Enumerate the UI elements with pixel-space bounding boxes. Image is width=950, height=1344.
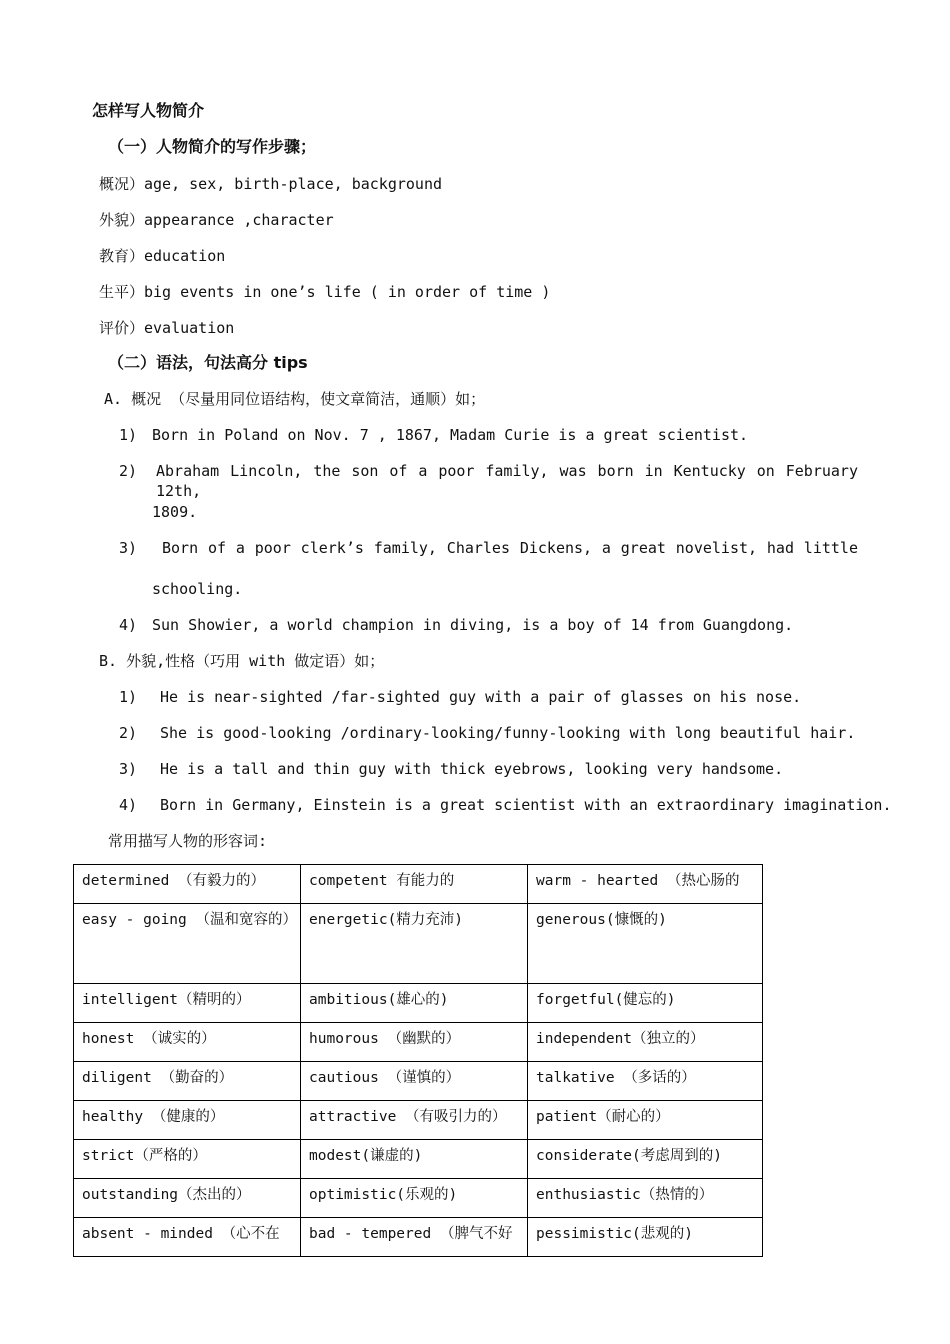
table-cell bbox=[528, 904, 763, 984]
adjectives-heading: 常用描写人物的形容词: bbox=[108, 832, 268, 850]
table-cell bbox=[528, 1140, 763, 1179]
table-cell bbox=[528, 865, 763, 904]
partB-item-1: He is near-sighted /far-sighted guy with a pair of glasses on his nose. bbox=[160, 688, 802, 706]
table-row bbox=[74, 1140, 763, 1179]
partB-item-3-num: 3) bbox=[119, 760, 138, 778]
cell-text: determined （有毅力的） bbox=[82, 873, 266, 889]
cell-text: optimistic(乐观的) bbox=[309, 1187, 458, 1203]
table-cell bbox=[528, 1179, 763, 1218]
cell-text: strict（严格的） bbox=[82, 1148, 207, 1164]
table-cell bbox=[301, 904, 528, 984]
cell-text: intelligent（精明的） bbox=[82, 992, 251, 1008]
cell-text: talkative （多话的） bbox=[536, 1070, 696, 1086]
table-row bbox=[74, 865, 763, 904]
table-cell bbox=[301, 1179, 528, 1218]
table-row bbox=[74, 1179, 763, 1218]
partB-item-2-num: 2) bbox=[119, 724, 138, 742]
partB-item-4: Born in Germany, Einstein is a great scientist with an extraordinary imagination. bbox=[160, 796, 892, 814]
cell-text: diligent （勤奋的） bbox=[82, 1070, 234, 1086]
table-cell bbox=[528, 1023, 763, 1062]
table-row bbox=[74, 904, 763, 984]
cell-text: honest （诚实的） bbox=[82, 1031, 216, 1047]
section2-heading: （二）语法，句法高分 tips bbox=[108, 353, 308, 372]
step-life-events: 生平）big events in one’s life ( in order of time ) bbox=[99, 283, 551, 301]
cell-text: modest(谦虚的) bbox=[309, 1148, 423, 1164]
table-cell bbox=[528, 1062, 763, 1101]
table-row bbox=[74, 1101, 763, 1140]
table-cell bbox=[74, 984, 301, 1023]
step-education: 教育）education bbox=[99, 247, 226, 265]
table-cell bbox=[528, 984, 763, 1023]
table-cell bbox=[301, 984, 528, 1023]
step-appearance: 外貌）appearance ,character bbox=[99, 211, 334, 229]
cell-text: attractive （有吸引力的） bbox=[309, 1109, 507, 1125]
table-cell bbox=[74, 1140, 301, 1179]
partA-item-3-cont: schooling. bbox=[152, 580, 243, 598]
partB-item-2: She is good-looking /ordinary-looking/funny-looking with long beautiful hair. bbox=[160, 724, 856, 742]
partA-item-2-num: 2) bbox=[119, 462, 138, 480]
cell-text: competent 有能力的 bbox=[309, 873, 455, 889]
cell-text: pessimistic(悲观的) bbox=[536, 1226, 693, 1242]
partA-item-1: Born in Poland on Nov. 7 , 1867, Madam Curie is a great scientist. bbox=[152, 426, 749, 444]
step-evaluation: 评价）evaluation bbox=[99, 319, 235, 337]
table-cell bbox=[301, 865, 528, 904]
partA-item-2: Abraham Lincoln, the son of a poor family, was born in Kentucky on February 12th, bbox=[156, 462, 858, 500]
table-cell bbox=[301, 1023, 528, 1062]
table-cell bbox=[74, 1023, 301, 1062]
partB-heading: B. 外貌,性格（巧用 with 做定语）如； bbox=[99, 652, 385, 670]
partA-item-4: Sun Showier, a world champion in diving, is a boy of 14 from Guangdong. bbox=[152, 616, 794, 634]
table-cell bbox=[74, 904, 301, 984]
table-row bbox=[74, 984, 763, 1023]
cell-text: easy - going （温和宽容的） bbox=[82, 912, 297, 928]
partA-heading: A. 概况 （尽量用同位语结构，使文章简洁，通顺）如； bbox=[104, 390, 486, 408]
table-cell bbox=[528, 1101, 763, 1140]
cell-text: enthusiastic（热情的） bbox=[536, 1187, 714, 1203]
cell-text: ambitious(雄心的) bbox=[309, 992, 449, 1008]
partB-item-1-num: 1) bbox=[119, 688, 138, 706]
cell-text: warm - hearted （热心肠的 bbox=[536, 873, 740, 889]
partA-item-1-num: 1) bbox=[119, 426, 138, 444]
table-cell bbox=[301, 1218, 528, 1257]
table-row bbox=[74, 1023, 763, 1062]
cell-text: energetic(精力充沛) bbox=[309, 912, 464, 928]
cell-text: humorous （幽默的） bbox=[309, 1031, 461, 1047]
cell-text: outstanding（杰出的） bbox=[82, 1187, 251, 1203]
cell-text: forgetful(健忘的) bbox=[536, 992, 676, 1008]
table-cell bbox=[301, 1062, 528, 1101]
step-overview: 概况）age, sex, birth-place, background bbox=[99, 175, 443, 193]
cell-text: generous(慷慨的) bbox=[536, 912, 667, 928]
table-cell bbox=[74, 1062, 301, 1101]
table-cell bbox=[74, 1218, 301, 1257]
cell-text: patient（耐心的） bbox=[536, 1109, 670, 1125]
partA-item-3: Born of a poor clerk’s family, Charles Dickens, a great novelist, had little bbox=[162, 539, 858, 557]
table-cell bbox=[74, 865, 301, 904]
cell-text: healthy （健康的） bbox=[82, 1109, 225, 1125]
partB-item-3: He is a tall and thin guy with thick eyebrows, looking very handsome. bbox=[160, 760, 784, 778]
cell-text: absent - minded （心不在 bbox=[82, 1226, 280, 1242]
table-cell bbox=[528, 1218, 763, 1257]
cell-text: considerate(考虑周到的) bbox=[536, 1148, 722, 1164]
table-cell bbox=[301, 1101, 528, 1140]
adjectives-table bbox=[73, 864, 763, 1257]
table-row bbox=[74, 1218, 763, 1257]
section1-heading: （一）人物简介的写作步骤； bbox=[108, 137, 317, 156]
cell-text: bad - tempered （脾气不好 bbox=[309, 1226, 513, 1242]
partA-item-2-cont: 1809. bbox=[152, 503, 198, 521]
table-cell bbox=[74, 1101, 301, 1140]
partA-item-4-num: 4) bbox=[119, 616, 138, 634]
partA-item-3-num: 3) bbox=[119, 539, 138, 557]
cell-text: independent（独立的） bbox=[536, 1031, 705, 1047]
partB-item-4-num: 4) bbox=[119, 796, 138, 814]
cell-text: cautious （谨慎的） bbox=[309, 1070, 461, 1086]
table-cell bbox=[74, 1179, 301, 1218]
table-row bbox=[74, 1062, 763, 1101]
table-cell bbox=[301, 1140, 528, 1179]
page-title: 怎样写人物简介 bbox=[92, 101, 205, 120]
